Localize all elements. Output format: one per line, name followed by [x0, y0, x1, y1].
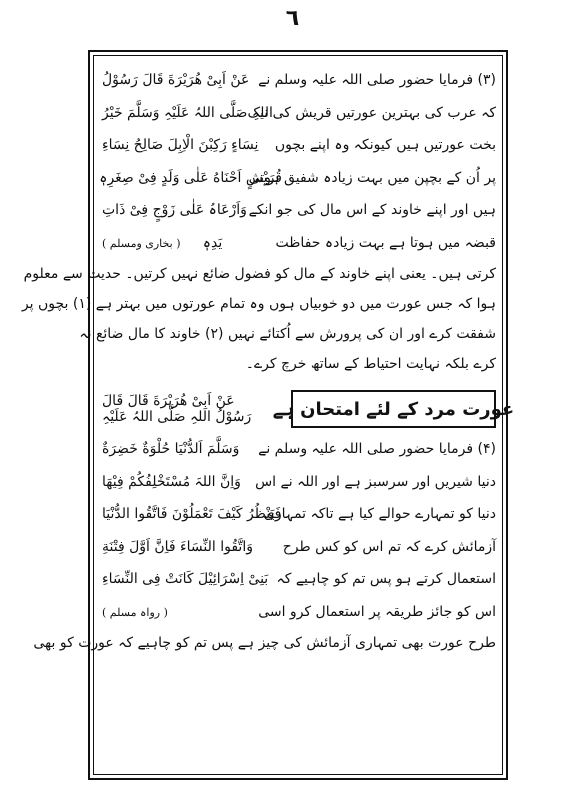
arabic-text: عَنْ اَبِیْ هُرَیْرَةَ قَالَ رَسُوْلُ: [102, 72, 250, 89]
urdu-full-line: کرے بلکہ نہایت احتیاط کے ساتھ خرچ کرے۔: [245, 356, 496, 372]
urdu-text: ہیں اور اپنے خاوند کے اس مال کی جو انکے: [248, 202, 496, 219]
arabic-text: قُرَیْشٍ اَحْنَاهُ عَلٰی وَلَدٍ فِیْ صِغَرِہٖ: [99, 169, 282, 186]
text-row: [102, 97, 496, 130]
section-heading-row: [102, 385, 515, 433]
arabic-text: وَاَرْعَاہُ عَلٰی زَوْجٍ فِیْ ذَاتِ: [102, 202, 247, 219]
arabic-text: وَاِنَّ اللہَ مُسْتَخْلِفُکُمْ فِیْهَا: [102, 473, 241, 490]
hadith-section-1: [21, 64, 496, 379]
urdu-full-line: طرح عورت بھی تمہاری آزمائش کی چیز ہے پس تم کو چاہیے کہ عورت کو بھی: [33, 635, 496, 651]
arabic-text: [102, 604, 282, 620]
text-row: [102, 129, 496, 162]
arabic-text: رَسُوْلُ اللہِ صَلَّی اللہُ عَلَیْہِ: [102, 409, 252, 425]
arabic-text: اللہِ صَلَّی اللہُ عَلَیْہِ وَسَلَّمَ خَیْرُ: [102, 104, 273, 121]
urdu-text: پر اُن کے بچپن میں بہت زیادہ شفیق ہوتی: [248, 169, 496, 186]
urdu-text: (۴) فرمایا حضور صلی اللہ علیہ وسلم نے: [258, 441, 496, 458]
paragraph-line: [102, 349, 496, 379]
page-content: [21, 64, 515, 769]
page-number: ٦: [285, 6, 300, 31]
arabic-text-end: یَدِہٖ: [202, 234, 223, 251]
urdu-text: کہ عرب کی بہترین عورتیں قریش کی نیک: [247, 104, 496, 121]
text-row: [99, 162, 496, 195]
urdu-text: اس کو جائز طریقہ پر استعمال کرو اسی: [258, 603, 496, 620]
text-row: [102, 433, 496, 466]
section-heading: عورت مرد کے لئے امتحان ہے: [291, 390, 496, 428]
urdu-full-line: ہوا کہ جس عورت میں دو خوبیاں ہوں وہ تمام عورتوں میں بہتر ہے (۱) بچوں پر: [21, 296, 496, 312]
arabic-text: وَسَلَّمَ اَلدُّنْیَا حُلْوَةٌ خَضِرَةٌ: [102, 441, 240, 458]
hadith-section-2: [33, 385, 515, 658]
arabic-text: وَاتَّقُوا النِّسَاءَ فَاِنَّ اَوَّلَ فِتْنَةِ: [102, 538, 253, 555]
arabic-text: فَیَنْظُرُ کَیْفَ تَعْمَلُوْنَ فَاتَّقُوا الدُّنْیَا: [102, 506, 282, 523]
hadith-reference: ( رواہ مسلم ): [102, 605, 168, 619]
text-row: [102, 194, 496, 227]
urdu-text: (۳) فرمایا حضور صلی اللہ علیہ وسلم نے: [258, 72, 496, 89]
text-row: [102, 498, 496, 531]
text-row: [102, 466, 496, 499]
arabic-text: بَنِیْ اِسْرَائِیْلَ کَانَتْ فِی النِّسَاءِ: [102, 571, 269, 588]
text-row: [102, 531, 496, 564]
hadith-reference: ( بخاری ومسلم ): [102, 236, 181, 250]
arabic-text: [102, 235, 282, 251]
urdu-text: قبضہ میں ہوتا ہے بہت زیادہ حفاظت: [275, 234, 496, 251]
paragraph-line: [23, 259, 496, 289]
urdu-text: استعمال کرتے ہو پس تم کو چاہیے کہ: [276, 571, 496, 588]
arabic-text: عَنْ اَبِیْ هُرَیْرَةَ قَالَ قَالَ: [102, 393, 235, 409]
text-row: [102, 596, 496, 629]
urdu-text: بخت عورتیں ہیں کیونکہ وہ اپنے بچوں: [274, 137, 496, 154]
urdu-text: دنیا شیریں اور سرسبز ہے اور اللہ نے اس: [255, 473, 496, 490]
paragraph-line: [79, 319, 496, 349]
urdu-full-line: کرتی ہیں۔ یعنی اپنے خاوند کے مال کو فضول ضائع نہیں کرتیں۔ حدیث سے معلوم: [23, 266, 496, 282]
text-row: [102, 563, 496, 596]
paragraph-line: [33, 628, 496, 658]
text-row: [102, 64, 496, 97]
urdu-full-line: شفقت کرے اور ان کی پرورش سے اُکتائے نہیں (۲) خاوند کا مال ضائع نہ: [79, 326, 496, 342]
arabic-text: نِسَاءٍ رَکِبْنَ الْاِبِلَ صَالِحُ نِسَاءِ: [102, 137, 259, 154]
text-row: [102, 227, 496, 260]
arabic-heading-text: [102, 393, 282, 425]
urdu-text: آزمائش کرے کہ تم اس کو کس طرح: [282, 538, 496, 555]
paragraph-line: [21, 289, 496, 319]
urdu-text: دنیا کو تمہارے حوالے کیا ہے تاکہ تمہاری: [263, 506, 496, 523]
